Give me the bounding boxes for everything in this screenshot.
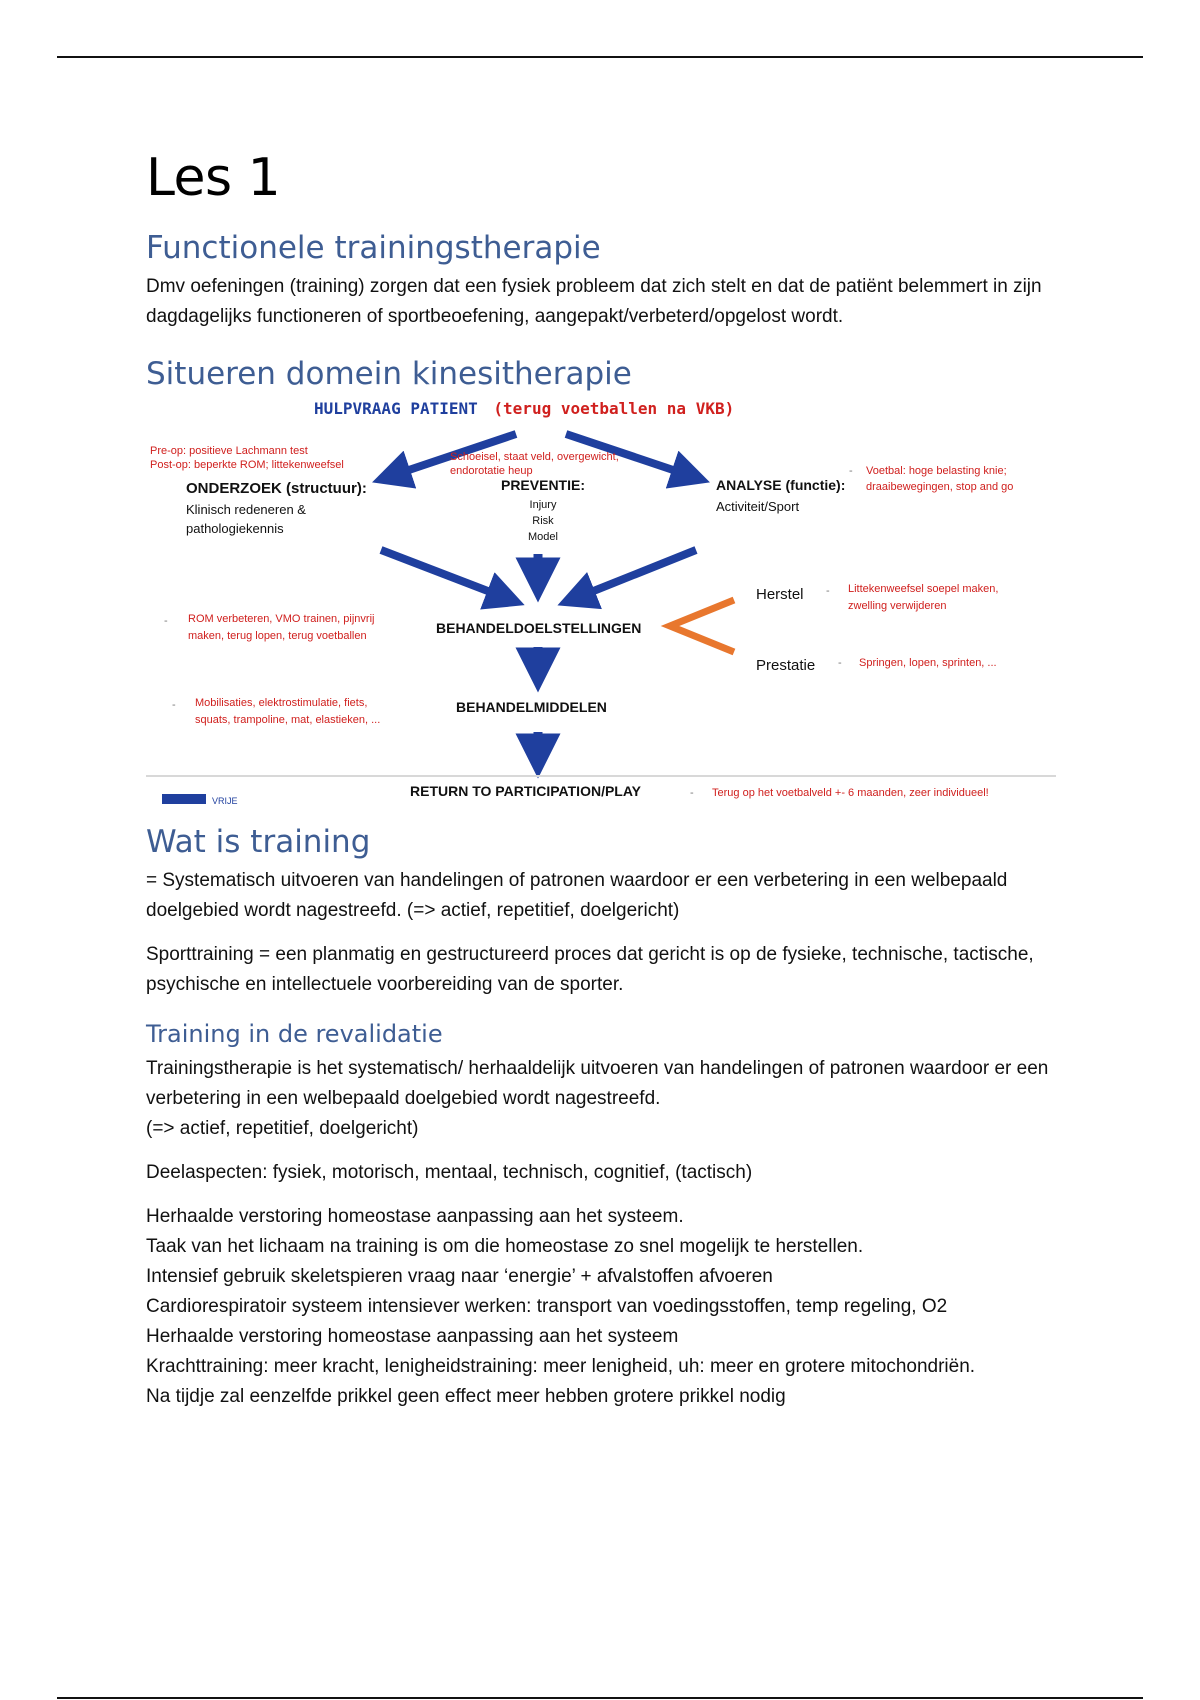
diagram-rom1: ROM verbeteren, VMO trainen, pijnvrij (188, 613, 375, 625)
section-heading-wat-is-training: Wat is training (146, 824, 371, 860)
bullet-dash: - (849, 465, 853, 477)
diagram-hulpvraag: HULPVRAAG PATIENT (314, 399, 478, 418)
diagram-voetbal1: Voetbal: hoge belasting knie; (866, 465, 1007, 477)
section-heading-revalidatie: Training in de revalidatie (146, 1020, 443, 1048)
diagram-preventie-sub-0: Injury (529, 499, 557, 511)
kinesitherapie-diagram (146, 394, 1056, 814)
diagram-preventie-sub-1: Risk (532, 515, 554, 527)
list-item: Herhaalde verstoring homeostase aanpassing aan het systeem. (146, 1206, 684, 1227)
diagram-bottom-line (146, 775, 1056, 777)
diagram-preop: Pre-op: positieve Lachmann test (150, 445, 308, 457)
document-body (146, 130, 1066, 1412)
list-item: Na tijdje zal eenzelfde prikkel geen effect meer hebben grotere prikkel nodig (146, 1386, 786, 1407)
diagram-rom2: maken, terug lopen, terug voetballen (188, 630, 367, 642)
arrow-onderzoek-to-doel (381, 550, 506, 598)
diagram-prestatie: Prestatie (756, 657, 816, 674)
section-paragraph: Deelaspecten: fysiek, motorisch, mentaal, technisch, cognitief, (tactisch) (146, 1162, 753, 1183)
diagram-herstel: Herstel (756, 586, 804, 603)
list-item: Intensief gebruik skeletspieren vraag naar ‘energie’ + afvalstoffen afvoeren (146, 1266, 773, 1287)
svg-text:HULPVRAAG PATIENT (ter (314, 399, 734, 418)
page-title: Les 1 (146, 148, 281, 208)
diagram-return: RETURN TO PARTICIPATION/PLAY (410, 783, 642, 799)
arrow-analyse-to-doel (576, 550, 696, 598)
diagram-preventie-note2: endorotatie heup (450, 465, 533, 477)
bottom-rule (57, 1697, 1143, 1699)
section-paragraph: = Systematisch uitvoeren van handelingen of patronen waardoor er een verbetering in een welbepaald doelgebied wordt nagestreefd. (=> actief, repetitief, doelgericht) (146, 870, 1008, 921)
diagram-onderzoek-sub2: pathologiekennis (186, 521, 284, 536)
diagram-prestatie-note: Springen, lopen, sprinten, ... (859, 657, 997, 669)
orange-branch (670, 600, 734, 652)
section-paragraph: Dmv oefeningen (training) zorgen dat een fysiek probleem dat zich stelt en dat de patiënt belemmert in zijn dagdagelijks functioneren of sportbeoefening, aangepakt/verbeterd/opgelost wordt. (146, 276, 1042, 327)
diagram-herstel-note1: Littekenweefsel soepel maken, (848, 583, 999, 595)
diagram-preventie-sub-2: Model (528, 531, 558, 543)
diagram-return-note: Terug op het voetbalveld +- 6 maanden, zeer individueel! (712, 787, 989, 799)
bullet-dash: - (164, 615, 168, 627)
diagram-doelstellingen: BEHANDELDOELSTELLINGEN (436, 620, 642, 636)
section-paragraph: Sporttraining = een planmatig en gestructureerd proces dat gericht is op de fysieke, technische, tactische, psychische en intellectuele voorbereiding van de sporter. (146, 944, 1034, 995)
section-paragraph: Trainingstherapie is het systematisch/ herhaaldelijk uitvoeren van handelingen of patronen waardoor er een verbetering in een welbepaald doelgebied wordt nagestreefd. (146, 1058, 1049, 1109)
section-paragraph: (=> actief, repetitief, doelgericht) (146, 1118, 419, 1139)
diagram-analyse-sub: Activiteit/Sport (716, 499, 800, 514)
logo-icon (162, 794, 206, 804)
diagram-mob1: Mobilisaties, elektrostimulatie, fiets, (195, 697, 368, 709)
bullet-dash: - (838, 657, 842, 669)
diagram-middelen: BEHANDELMIDDELEN (456, 699, 607, 715)
top-rule (57, 56, 1143, 58)
list-item: Herhaalde verstoring homeostase aanpassing aan het systeem (146, 1326, 679, 1347)
diagram-analyse: ANALYSE (functie): (716, 477, 846, 493)
diagram-onderzoek-sub1: Klinisch redeneren & (186, 502, 306, 517)
section-heading-situeren: Situeren domein kinesitherapie (146, 356, 632, 392)
list-item: Cardiorespiratoir systeem intensiever werken: transport van voedingsstoffen, temp regeling, O2 (146, 1296, 948, 1317)
logo-text: VRIJE (212, 796, 238, 806)
bullet-dash: - (172, 699, 176, 711)
diagram-preventie-note1: Schoeisel, staat veld, overgewicht, (450, 451, 619, 463)
list-item: Krachttraining: meer kracht, lenigheidstraining: meer lenigheid, uh: meer en grotere mitochondriën. (146, 1356, 976, 1377)
diagram-mob2: squats, trampoline, mat, elastieken, ... (195, 714, 381, 726)
diagram-herstel-note2: zwelling verwijderen (848, 600, 947, 612)
bullet-dash: - (690, 787, 694, 799)
list-item: Taak van het lichaam na training is om die homeostase zo snel mogelijk te herstellen. (146, 1236, 864, 1257)
diagram-onderzoek: ONDERZOEK (structuur): (186, 480, 367, 497)
diagram-hulpvraag-red: (terug voetballen na VKB) (493, 399, 735, 418)
diagram-preventie: PREVENTIE: (500, 477, 586, 493)
diagram-voetbal2: draaibewegingen, stop and go (866, 481, 1014, 493)
section-heading-functionele: Functionele trainingstherapie (146, 230, 601, 266)
diagram-postop: Post-op: beperkte ROM; littekenweefsel (150, 459, 344, 471)
bullet-dash: - (826, 585, 830, 597)
